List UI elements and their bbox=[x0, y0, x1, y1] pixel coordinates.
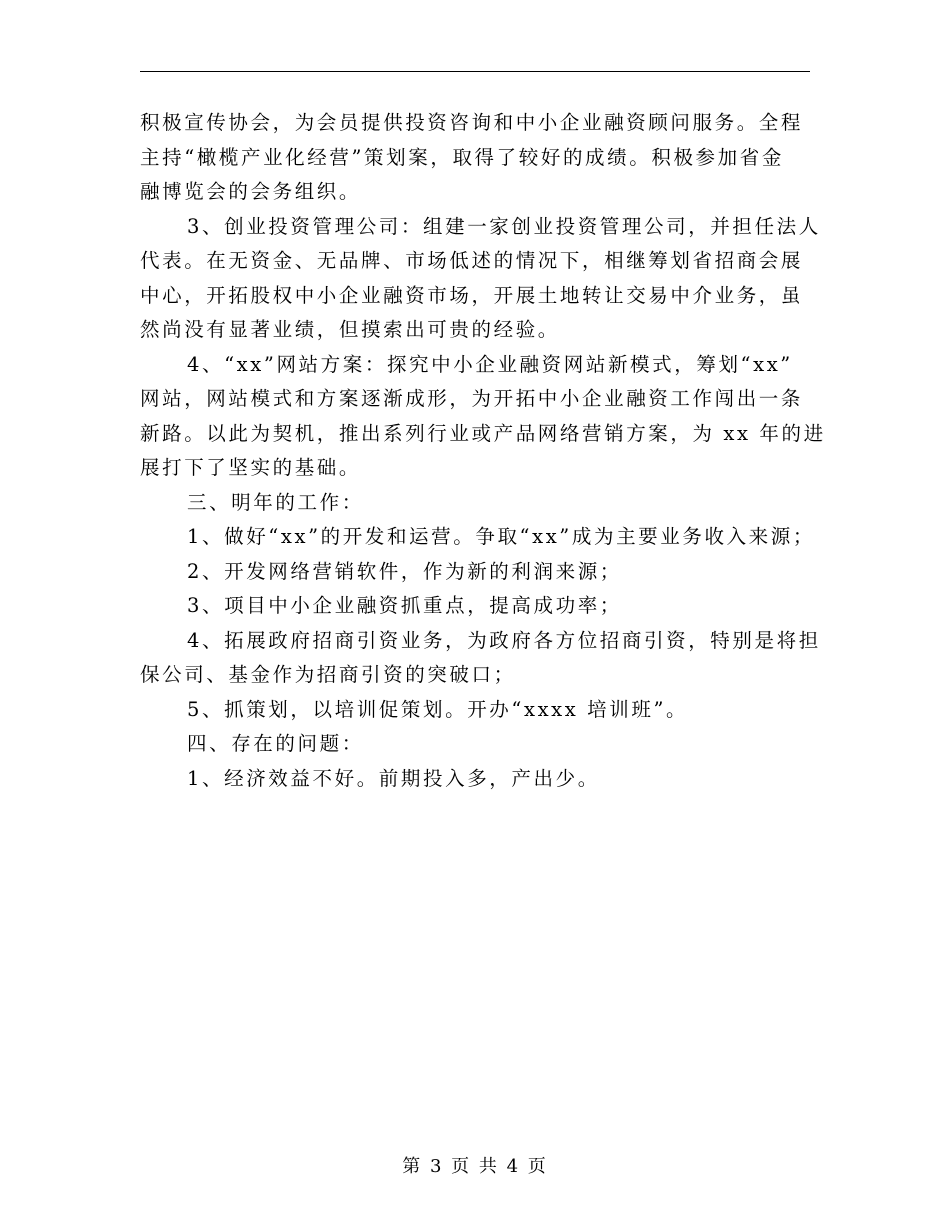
paragraph-line: 1、做好“xx”的开发和运营。争取“xx”成为主要业务收入来源； bbox=[187, 525, 815, 548]
paragraph-line: 然尚没有显著业绩，但摸索出可贵的经验。 bbox=[140, 318, 560, 341]
paragraph-line: 三、明年的工作： bbox=[187, 490, 364, 514]
paragraph-line: 3、项目中小企业融资抓重点，提高成功率； bbox=[187, 594, 622, 617]
paragraph-line: 积极宣传协会，为会员提供投资咨询和中小企业融资顾问服务。全程 bbox=[140, 111, 804, 134]
page-footer: 第 3 页 共 4 页 bbox=[402, 1156, 548, 1177]
paragraph-line: 保公司、基金作为招商引资的突破口； bbox=[140, 663, 516, 686]
paragraph-line: 代表。在无资金、无品牌、市场低述的情况下，相继筹划省招商会展 bbox=[140, 249, 804, 272]
paragraph-line: 4、“xx”网站方案：探究中小企业融资网站新模式，筹划“xx” bbox=[187, 352, 793, 376]
paragraph-line: 中心，开拓股权中小企业融资市场，开展土地转让交易中介业务，虽 bbox=[140, 283, 804, 307]
body-text bbox=[140, 106, 826, 796]
paragraph-line: 主持“橄榄产业化经营”策划案，取得了较好的成绩。积极参加省金 bbox=[140, 145, 784, 169]
paragraph-line: 3、创业投资管理公司：组建一家创业投资管理公司，并担任法人 bbox=[187, 214, 821, 238]
paragraph-line: 5、抓策划，以培训促策划。开办“xxxx 培训班”。 bbox=[187, 697, 689, 721]
paragraph-line: 网站，网站模式和方案逐渐成形，为开拓中小企业融资工作闯出一条 bbox=[140, 387, 804, 410]
paragraph-line: 四、存在的问题： bbox=[187, 732, 364, 755]
paragraph-line: 1、经济效益不好。前期投入多，产出少。 bbox=[187, 766, 600, 790]
header-rule bbox=[140, 71, 810, 72]
paragraph-line: 新路。以此为契机，推出系列行业或产品网络营销方案，为 xx 年的进 bbox=[140, 421, 826, 445]
paragraph-line: 融博览会的会务组织。 bbox=[140, 180, 362, 203]
paragraph-line: 4、拓展政府招商引资业务，为政府各方位招商引资，特别是将担 bbox=[187, 628, 821, 652]
paragraph-line: 2、开发网络营销软件，作为新的利润来源； bbox=[187, 559, 622, 583]
paragraph-line: 展打下了坚实的基础。 bbox=[140, 456, 362, 479]
